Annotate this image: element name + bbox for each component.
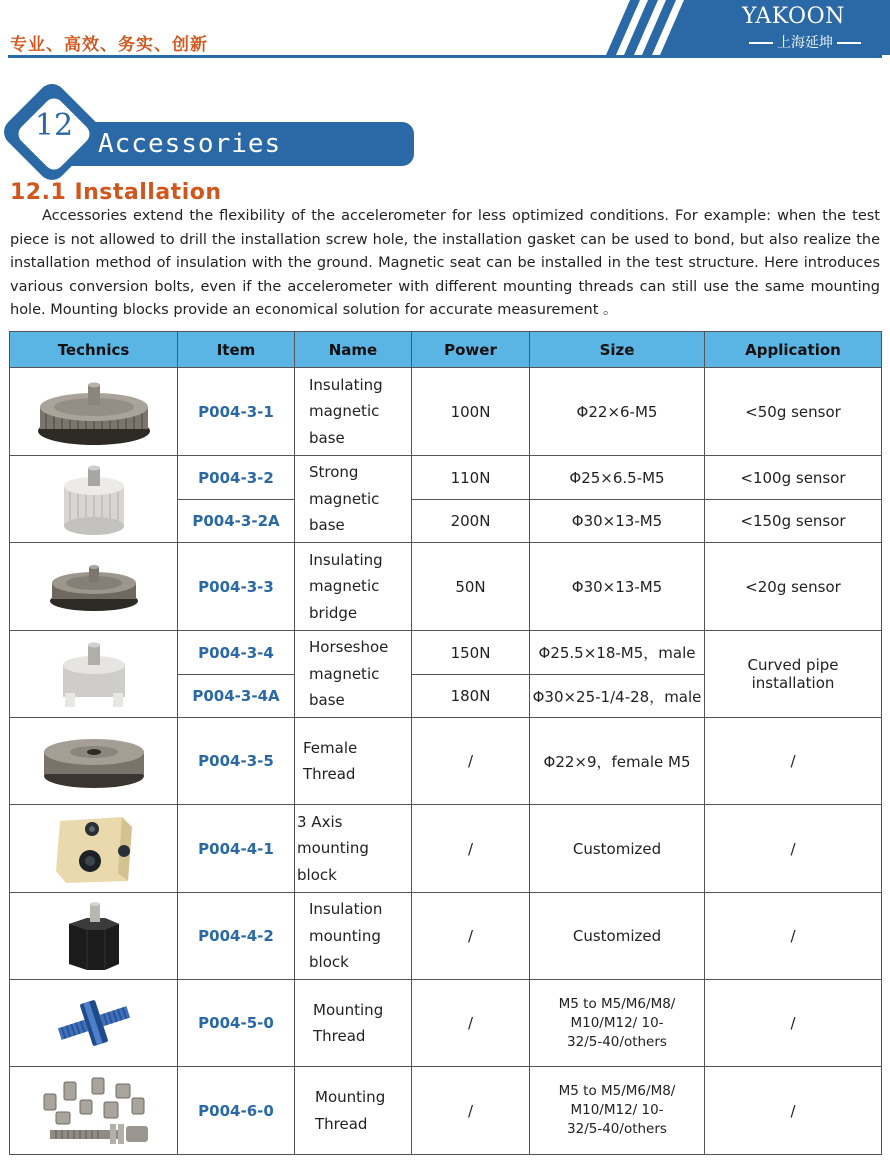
column-header: Size bbox=[530, 332, 705, 368]
insulating-magnetic-base-photo bbox=[10, 368, 178, 456]
size-value: Φ25×6.5-M5 bbox=[530, 456, 705, 500]
female-thread-photo bbox=[10, 718, 178, 805]
column-header: Item bbox=[178, 332, 295, 368]
size-value: Φ22×9，female M5 bbox=[530, 718, 705, 805]
three-axis-mounting-block-photo bbox=[10, 805, 178, 893]
table-row bbox=[10, 893, 882, 980]
table-row bbox=[10, 631, 882, 675]
item-code: P004-5-0 bbox=[178, 980, 295, 1067]
item-code: P004-3-2 bbox=[178, 456, 295, 500]
power-value: 150N bbox=[412, 631, 530, 675]
power-value: / bbox=[412, 805, 530, 893]
mounting-thread-stud-photo bbox=[10, 980, 178, 1067]
size-value: Customized bbox=[530, 805, 705, 893]
size-value: Φ30×13-M5 bbox=[530, 543, 705, 631]
brand-sub-text: 上海延坤 bbox=[777, 35, 833, 51]
table-row bbox=[10, 980, 882, 1067]
item-code: P004-3-3 bbox=[178, 543, 295, 631]
size-value: M5 to M5/M6/M8/ M10/M12/ 10-32/5-40/others bbox=[530, 980, 705, 1067]
mounting-thread-set-photo bbox=[10, 1067, 178, 1155]
insulating-magnetic-bridge-photo bbox=[10, 543, 178, 631]
item-code: P004-6-0 bbox=[178, 1067, 295, 1155]
table-row bbox=[10, 805, 882, 893]
application-value: <50g sensor bbox=[705, 368, 882, 456]
power-value: 110N bbox=[412, 456, 530, 500]
brand-stripes bbox=[600, 0, 700, 55]
table-row bbox=[10, 368, 882, 456]
strong-magnetic-base-photo bbox=[10, 456, 178, 543]
application-value: / bbox=[705, 718, 882, 805]
size-value: Customized bbox=[530, 893, 705, 980]
brand-logo: YAKOON bbox=[742, 4, 845, 29]
item-name: Female Thread bbox=[295, 718, 412, 805]
item-code: P004-3-2A bbox=[178, 500, 295, 543]
power-value: 180N bbox=[412, 675, 530, 718]
application-value: / bbox=[705, 893, 882, 980]
item-name: 3 Axis mounting block bbox=[295, 805, 412, 893]
item-code: P004-3-1 bbox=[178, 368, 295, 456]
power-value: / bbox=[412, 893, 530, 980]
power-value: 50N bbox=[412, 543, 530, 631]
item-name: Mounting Thread bbox=[295, 980, 412, 1067]
brand-subtitle bbox=[745, 32, 865, 52]
page-header bbox=[0, 0, 890, 62]
table-header-row bbox=[10, 332, 882, 368]
application-value: <20g sensor bbox=[705, 543, 882, 631]
size-value: Φ30×25-1/4-28，male bbox=[530, 675, 705, 718]
accessories-table bbox=[9, 331, 882, 1155]
slogan: 专业、高效、务实、创新 bbox=[10, 35, 208, 55]
item-code: P004-4-2 bbox=[178, 893, 295, 980]
item-name: Horseshoe magnetic base bbox=[295, 631, 412, 718]
table-row bbox=[10, 718, 882, 805]
column-header: Application bbox=[705, 332, 882, 368]
application-value: Curved pipe installation bbox=[705, 631, 882, 718]
item-name: Insulating magnetic base bbox=[295, 368, 412, 456]
size-value: Φ25.5×18-M5，male bbox=[530, 631, 705, 675]
application-value: / bbox=[705, 1067, 882, 1155]
subsection-title: 12.1 Installation bbox=[10, 180, 222, 205]
dash-icon bbox=[837, 42, 861, 44]
size-value: M5 to M5/M6/M8/ M10/M12/ 10-32/5-40/others bbox=[530, 1067, 705, 1155]
item-code: P004-4-1 bbox=[178, 805, 295, 893]
table-row bbox=[10, 456, 882, 500]
header-divider bbox=[8, 55, 882, 58]
item-code: P004-3-4 bbox=[178, 631, 295, 675]
section-banner bbox=[10, 90, 420, 170]
power-value: / bbox=[412, 718, 530, 805]
section-number: 12 bbox=[34, 108, 74, 143]
item-code: P004-3-4A bbox=[178, 675, 295, 718]
power-value: / bbox=[412, 980, 530, 1067]
table-row bbox=[10, 1067, 882, 1155]
dash-icon bbox=[749, 42, 773, 44]
section-title: Accessories bbox=[98, 129, 282, 159]
table-row bbox=[10, 543, 882, 631]
size-value: Φ22×6-M5 bbox=[530, 368, 705, 456]
application-value: <100g sensor bbox=[705, 456, 882, 500]
column-header: Technics bbox=[10, 332, 178, 368]
item-name: Insulation mounting block bbox=[295, 893, 412, 980]
item-name: Mounting Thread bbox=[295, 1067, 412, 1155]
size-value: Φ30×13-M5 bbox=[530, 500, 705, 543]
item-name: Strong magnetic base bbox=[295, 456, 412, 543]
insulation-mounting-block-photo bbox=[10, 893, 178, 980]
column-header: Name bbox=[295, 332, 412, 368]
power-value: 100N bbox=[412, 368, 530, 456]
column-header: Power bbox=[412, 332, 530, 368]
intro-paragraph: Accessories extend the flexibility of the accelerometer for less optimized conditions. For example: when the test piece is not allowed to drill the installation screw hole, the installation gasket can be used to bond, but also realize the installation method of insulation with the ground. Magnetic seat can be installed in the test structure. Here introduces various conversion bolts, even if the accelerometer with different mounting threads can still use the same mounting hole. Mounting blocks provide an economical solution for accurate measurement 。 bbox=[10, 208, 880, 318]
horseshoe-magnetic-base-photo bbox=[10, 631, 178, 718]
power-value: 200N bbox=[412, 500, 530, 543]
application-value: / bbox=[705, 980, 882, 1067]
application-value: <150g sensor bbox=[705, 500, 882, 543]
application-value: / bbox=[705, 805, 882, 893]
power-value: / bbox=[412, 1067, 530, 1155]
item-code: P004-3-5 bbox=[178, 718, 295, 805]
item-name: Insulating magnetic bridge bbox=[295, 543, 412, 631]
